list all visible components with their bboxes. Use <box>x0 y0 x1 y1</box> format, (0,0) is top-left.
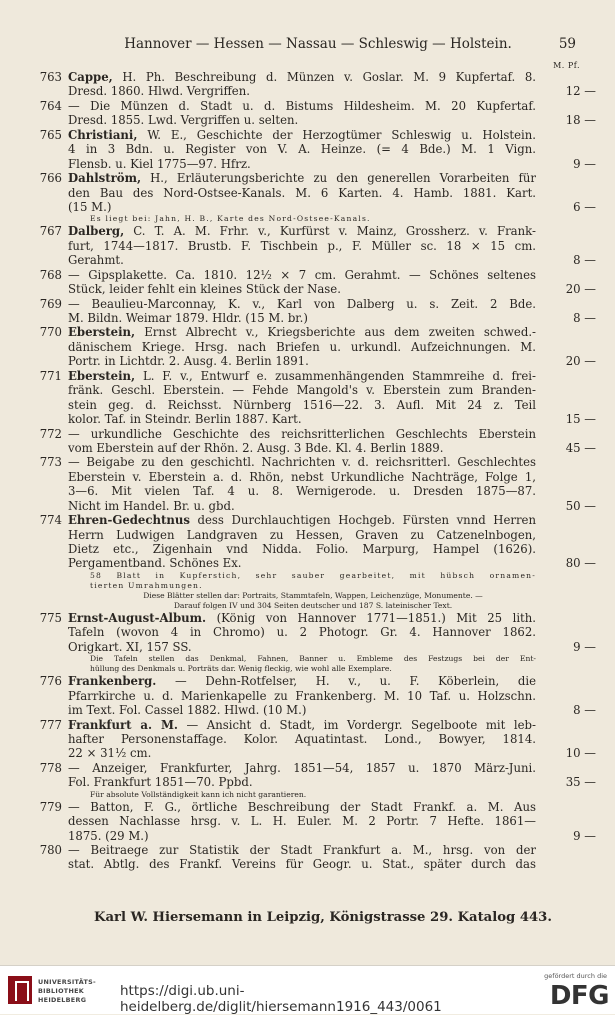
entry-text: vom Eberstein auf der Rhön. 2. Ausg. 3 Bde. Kl. 4. Berlin 1889. <box>68 440 444 455</box>
running-header <box>60 36 576 56</box>
entry-text: Dalberg, C. T. A. M. Frhr. v., Kurfürst v. Mainz, Grossherz. v. Frank- <box>68 224 536 239</box>
entry-text: im Text. Fol. Cassel 1882. Hlwd. (10 M.) <box>68 703 307 718</box>
entry-line <box>30 311 596 325</box>
entry-line <box>30 186 596 200</box>
entry-line <box>30 746 596 760</box>
entry-line <box>30 470 596 484</box>
header-title: Hannover — Hessen — Nassau — Schleswig — Holstein. <box>124 36 512 52</box>
entry-number: 780 <box>39 843 62 857</box>
entry-text: Fol. Frankfurt 1851—70. Ppbd. <box>68 775 253 790</box>
entry-line <box>30 142 596 156</box>
entry-text: — Gipsplakette. Ca. 1810. 12½ × 7 cm. Gerahmt. — Schönes seltenes <box>68 267 536 282</box>
entry-title: W. E., Geschichte der Herzogtümer Schleswig u. Holstein. <box>137 127 536 142</box>
entry-note-text: 58 Blatt in Kupferstich, sehr sauber gearbeitet, mit hübsch ornamen- <box>90 570 536 580</box>
entry-note <box>30 664 596 674</box>
entry-text: dessen Nachlasse hrsg. v. L. H. Euler. M. 2 Portr. 7 Hefte. 1861— <box>68 814 536 829</box>
entry-line <box>30 398 596 412</box>
entry-text: Dresd. 1855. Lwd. Vergriffen u. selten. <box>68 113 299 128</box>
entry-note <box>30 214 596 224</box>
logo-line: UNIVERSITÄTS- <box>38 978 96 986</box>
entry-line-start <box>30 128 596 142</box>
entry-text: — Anzeiger, Frankfurter, Jahrg. 1851—54, 1857 u. 1870 März-Juni. <box>68 760 536 775</box>
entry-line <box>30 829 596 843</box>
entry-line <box>30 412 596 426</box>
entry-text: Nicht im Handel. Br. u. gbd. <box>68 498 235 513</box>
entry-price: 20 — <box>565 282 596 297</box>
entry-text: kolor. Taf. in Steindr. Berlin 1887. Kart. <box>68 412 302 427</box>
entry-text: (15 M.) <box>68 199 112 214</box>
entry-text: — Beigabe zu den geschichtl. Nachrichten v. d. reichsritterl. Geschlechtes <box>68 455 536 470</box>
entry-note-text: Die Tafeln stellen das Denkmal, Fahnen, Banner u. Embleme des Festzugs bei der Ent- <box>90 654 536 664</box>
entry-line-start <box>30 268 596 282</box>
entry-line-start <box>30 297 596 311</box>
entry-note <box>30 601 596 611</box>
entry-author: Ehren-Gedechtnus <box>68 513 190 528</box>
entry-price: 8 — <box>573 311 596 325</box>
viewer-bottom-bar <box>0 965 615 1014</box>
entry-line-start <box>30 171 596 185</box>
entry-price: 15 — <box>565 412 596 427</box>
catalog-footer: Karl W. Hiersemann in Leipzig, Königstrasse 29. Katalog 443. <box>94 910 552 925</box>
entry-author: Eberstein, <box>68 325 136 340</box>
entry-price: 8 — <box>573 253 596 268</box>
entry-text: — Beitraege zur Statistik der Stadt Frankfurt a. M., hrsg. von der <box>68 843 536 857</box>
entry-text: stein geg. d. Reichsst. Nürnberg 1516—22. 3. Aufl. Mit 24 z. Teil <box>68 397 536 412</box>
entry-price: 45 — <box>565 440 596 455</box>
entry-text: Portr. in Lichtdr. 2. Ausg. 4. Berlin 1891. <box>68 354 309 369</box>
entry-line <box>30 253 596 267</box>
entry-price: 80 — <box>565 556 596 571</box>
entry-author: Ernst-August-Album. <box>68 610 207 625</box>
entry-price: 10 — <box>565 746 596 761</box>
entry-number: 779 <box>39 799 62 814</box>
entry-text: Eberstein v. Eberstein a. d. Rhön, nebst Urkundliche Nachträge, Folge 1, <box>68 469 536 484</box>
entry-line-start <box>30 800 596 814</box>
entry-text: Tafeln (wovon 4 in Chromo) u. 2 Photogr. Gr. 4. Hannover 1862. <box>68 625 536 640</box>
entry-number: 778 <box>39 760 62 775</box>
entry-line-start <box>30 718 596 732</box>
entry-line <box>30 857 596 871</box>
entry-line-start <box>30 843 596 857</box>
entry-text: Gerahmt. <box>68 253 124 268</box>
entry-line <box>30 354 596 368</box>
entry-text: — Batton, F. G., örtliche Beschreibung der Stadt Frankf. a. M. Aus <box>68 799 536 814</box>
entry-text: Pergamentband. Schönes Ex. <box>68 556 242 571</box>
entry-note <box>30 581 596 591</box>
entry-line <box>30 441 596 455</box>
entry-text: Stück, leider fehlt ein kleines Stück der Nase. <box>68 282 341 297</box>
entry-line <box>30 340 596 354</box>
entry-text: Origkart. XI, 157 SS. <box>68 639 192 654</box>
entry-line <box>30 499 596 513</box>
entry-number: 765 <box>39 127 62 142</box>
entry-price: 12 — <box>565 84 596 99</box>
entry-text: — urkundliche Geschichte des reichsritterlichen Geschlechts Eberstein <box>68 426 536 441</box>
entry-line-start <box>30 674 596 688</box>
entry-note-text: Es liegt bei: Jahn, H. B., Karte des Nord-Ostsee-Kanals. <box>90 214 371 224</box>
entry-line-start <box>30 224 596 238</box>
entry-text <box>68 171 536 185</box>
entry-note <box>30 790 596 800</box>
entry-text: 3—6. Mit vielen Taf. 4 u. 8. Wernigerode. u. Dresden 1875—87. <box>68 484 536 499</box>
entry-author: Cappe, <box>68 70 113 84</box>
entry-note <box>30 591 596 601</box>
entry-note-text: Darauf folgen IV und 304 Seiten deutscher und 187 S. lateinischer Text. <box>173 600 453 610</box>
entry-number: 770 <box>39 325 62 340</box>
entry-line <box>30 282 596 296</box>
page-number: 59 <box>558 36 576 52</box>
entry-number: 768 <box>39 267 62 282</box>
entry-price: 35 — <box>565 775 596 790</box>
entry-line-start <box>30 455 596 469</box>
entry-text: — Beaulieu-Marconnay, K. v., Karl von Dalberg u. s. Zeit. 2 Bde. <box>68 296 536 311</box>
entry-line <box>30 484 596 498</box>
entry-line-start <box>30 761 596 775</box>
permalink-url[interactable]: https://digi.ub.uni-heidelberg.de/diglit/hiersemann1916_443/0061 <box>120 983 442 1015</box>
entry-text: Eberstein, L. F. v., Entwurf e. zusammenhängenden Stammreihe d. frei- <box>68 368 536 383</box>
entry-number: 764 <box>39 98 62 113</box>
entry-title: H. Ph. Beschreibung d. Münzen v. Goslar. M. 9 Kupfertaf. 8. <box>112 70 536 84</box>
entry-line <box>30 542 596 556</box>
entry-text: den Bau des Nord-Ostsee-Kanals. M. 6 Karten. 4. Hamb. 1881. Kart. <box>68 185 536 200</box>
dfg-logo[interactable]: DFG <box>549 981 609 1011</box>
entry-line-start <box>30 513 596 527</box>
entry-text: Eberstein, Ernst Albrecht v., Kriegsberichte aus dem zweiten schwed.- <box>68 325 536 340</box>
entry-text: 22 × 31½ cm. <box>68 746 152 761</box>
entry-text: furt, 1744—1817. Brustb. F. Tischbein p., F. Müller sc. 18 × 15 cm. <box>68 238 536 253</box>
entry-note-text: Für absolute Vollständigkeit kann ich nicht garantieren. <box>90 789 307 799</box>
entry-text: dänischem Kriege. Hrsg. nach Briefen u. urkundl. Aufzeichnungen. M. <box>68 339 536 354</box>
entry-text: Frankenberg. — Dehn-Rotfelser, H. v., u. F. Köberlein, die <box>68 674 536 689</box>
entry-text <box>68 70 536 84</box>
entry-line-start <box>30 70 596 84</box>
entry-price: 20 — <box>565 354 596 369</box>
entry-line <box>30 689 596 703</box>
entry-number: 771 <box>39 368 62 383</box>
entry-text: hafter Personenstaffage. Kolor. Aquatintast. Lond., Bowyer, 1814. <box>68 731 536 746</box>
entry-number: 775 <box>39 610 62 625</box>
entry-text: Pfarrkirche u. d. Marienkapelle zu Frankenberg. M. 10 Taf. u. Holzschn. <box>68 688 536 703</box>
entry-note-text: Diese Blätter stellen dar: Portraits, Stammtafeln, Wappen, Leichenzüge, Monumente. — <box>143 590 483 600</box>
entry-number: 774 <box>39 513 62 528</box>
entry-line <box>30 703 596 717</box>
entry-text: Dresd. 1860. Hlwd. Vergriffen. <box>68 84 250 99</box>
entry-note-text: tierten Umrahmungen. <box>90 580 203 590</box>
entry-text: 1875. (29 M.) <box>68 828 149 843</box>
entry-author: Dahlström, <box>68 171 142 186</box>
entry-author: Frankfurt a. M. <box>68 717 178 732</box>
entry-note <box>30 571 596 581</box>
entry-line <box>30 556 596 570</box>
entry-line <box>30 528 596 542</box>
entry-text <box>68 128 536 142</box>
entry-note <box>30 654 596 664</box>
entry-author: Frankenberg. <box>68 674 157 689</box>
entry-line <box>30 640 596 654</box>
entry-author: Dalberg, <box>68 224 125 239</box>
entry-number: 767 <box>39 224 62 239</box>
entry-line-start <box>30 427 596 441</box>
entry-text: Frankfurt a. M. — Ansicht d. Stadt, im Vordergr. Segelboote mit leb- <box>68 717 536 732</box>
entry-text: Ernst-August-Album. (König von Hannover 1771—1851.) Mit 25 lith. <box>68 610 536 625</box>
entry-line <box>30 157 596 171</box>
entry-line <box>30 625 596 639</box>
entry-price: 6 — <box>573 199 596 214</box>
entry-number: 772 <box>39 426 62 441</box>
entry-price: 8 — <box>573 703 596 718</box>
entry-number: 769 <box>39 296 62 311</box>
entry-text: 4 in 3 Bdn. u. Register von V. A. Heinze. (= 4 Bde.) M. 1 Vign. <box>68 142 536 157</box>
entry-line <box>30 775 596 789</box>
entry-number: 777 <box>39 717 62 732</box>
entry-text: stat. Abtlg. des Frankf. Vereins für Geogr. u. Stat., später durch das <box>68 857 536 872</box>
entry-line <box>30 732 596 746</box>
university-library-logo[interactable] <box>8 974 100 1006</box>
entry-line <box>30 239 596 253</box>
entry-line-start <box>30 99 596 113</box>
entry-number: 763 <box>39 70 62 84</box>
entry-line-start <box>30 611 596 625</box>
entry-price: 50 — <box>565 498 596 513</box>
entry-price: 9 — <box>573 156 596 171</box>
entry-line <box>30 200 596 214</box>
entry-text: M. Bildn. Weimar 1879. Hldr. (15 M. br.) <box>68 311 308 325</box>
catalog-entries <box>30 70 596 872</box>
entry-text: Ehren-Gedechtnus dess Durchlauchtigen Hochgeb. Fürsten vnnd Herren <box>68 513 536 528</box>
logo-line: HEIDELBERG <box>38 996 87 1004</box>
entry-number: 766 <box>39 171 62 186</box>
entry-price: 18 — <box>565 113 596 128</box>
entry-text: Flensb. u. Kiel 1775—97. Hfrz. <box>68 156 251 171</box>
entry-number: 776 <box>39 674 62 689</box>
entry-note-text: hüllung des Denkmals u. Porträts dar. Wenig fleckig, wie wohl alle Exemplare. <box>90 664 392 674</box>
entry-title: H., Erläuterungsberichte zu den generellen Vorarbeiten für <box>141 171 536 186</box>
entry-line <box>30 84 596 98</box>
entry-author: Eberstein, <box>68 368 136 383</box>
entry-text: — Die Münzen d. Stadt u. d. Bistums Hildesheim. M. 20 Kupfertaf. <box>68 98 536 113</box>
entry-price: 9 — <box>573 639 596 654</box>
dfg-caption: gefördert durch die <box>544 972 607 980</box>
entry-line-start <box>30 325 596 339</box>
entry-line <box>30 113 596 127</box>
entry-text: Herrn Ludwigen Landgraven zu Hessen, Graven zu Catzenelnbogen, <box>68 527 536 542</box>
entry-number: 773 <box>39 455 62 470</box>
entry-line-start <box>30 369 596 383</box>
entry-price: 9 — <box>573 828 596 843</box>
entry-text: fränk. Geschl. Eberstein. — Fehde Mangold's v. Eberstein zum Branden- <box>68 383 536 398</box>
entry-text: Dietz etc., Zigenhain vnd Nidda. Folio. Marpurg, Hampel (1626). <box>68 542 536 556</box>
entry-author: Christiani, <box>68 127 138 142</box>
logo-line: BIBLIOTHEK <box>38 987 85 995</box>
library-seal-icon <box>8 976 32 1004</box>
entry-line <box>30 814 596 828</box>
currency-label: M. Pf. <box>553 61 580 70</box>
entry-line <box>30 383 596 397</box>
